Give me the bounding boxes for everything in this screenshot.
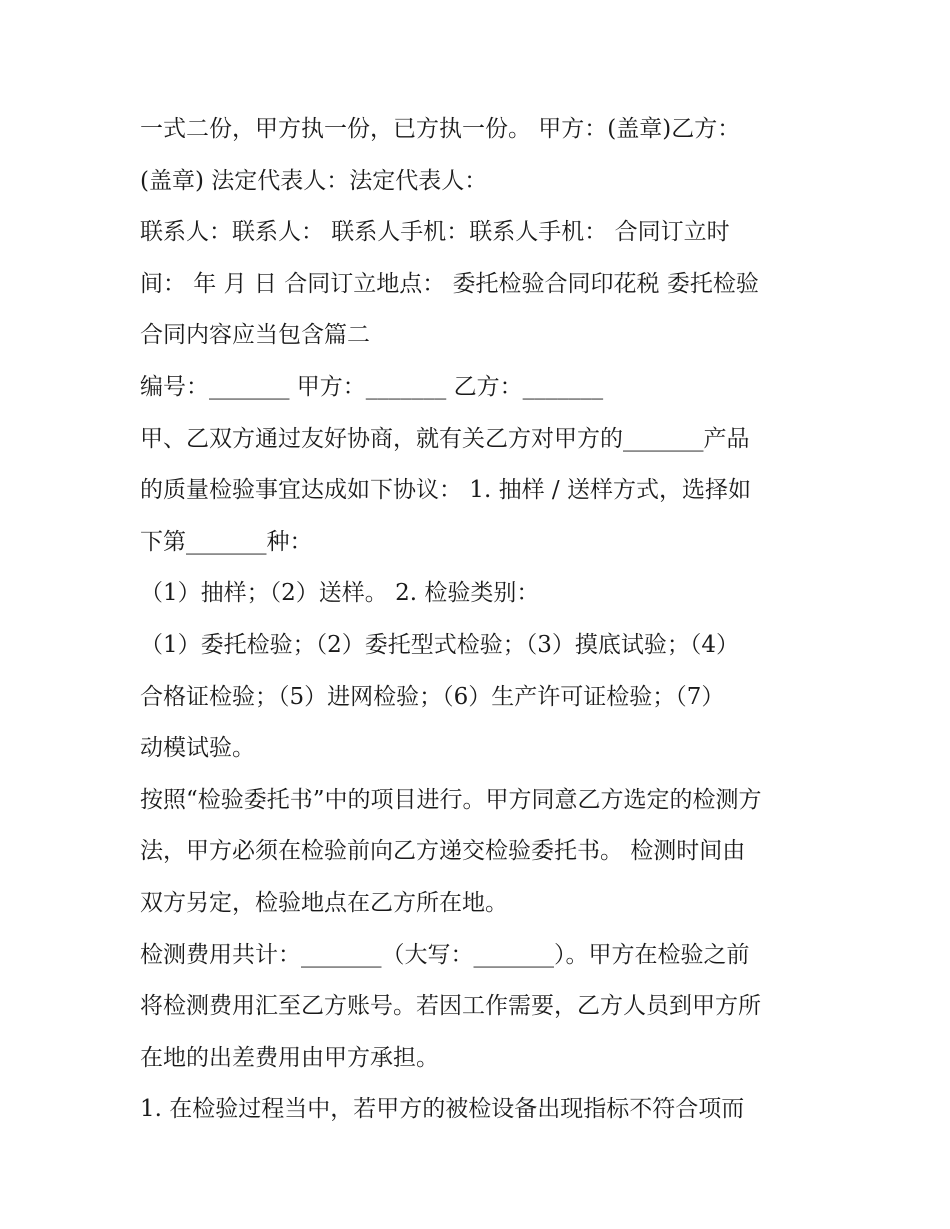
text-line-2: (盖章) 法定代表人：法定代表人： xyxy=(140,167,488,194)
text-line-1: 一式二份，甲方执一份，已方执一份。 甲方：(盖章)乙方： xyxy=(140,116,741,142)
text-line-5: 合同内容应当包含篇二 xyxy=(140,322,370,349)
text-line-8: 的质量检验事宜达成如下协议： 1. 抽样 / 送样方式，选择如 xyxy=(140,477,751,504)
text-line-17: 检测费用共计：_______（大写：_______）。甲方在检验之前 xyxy=(140,941,750,968)
contract-text xyxy=(140,104,820,1136)
text-line-9: 下第_______种： xyxy=(140,528,313,555)
text-line-7: 甲、乙双方通过友好协商，就有关乙方对甲方的_______产品 xyxy=(140,425,750,452)
text-line-14: 按照“检验委托书”中的项目进行。甲方同意乙方选定的检测方 xyxy=(140,786,762,813)
text-line-15: 法，甲方必须在检验前向乙方递交检验委托书。 检测时间由 xyxy=(140,838,746,865)
text-line-20: 1. 在检验过程当中，若甲方的被检设备出现指标不符合项而 xyxy=(140,1096,745,1123)
text-line-3: 联系人：联系人： 联系人手机：联系人手机： 合同订立时 xyxy=(140,219,730,246)
text-line-13: 动模试验。 xyxy=(140,735,255,762)
text-line-11: （1）委托检验；（2）委托型式检验；（3）摸底试验；（4） xyxy=(140,631,740,658)
text-line-6: 编号：_______ 甲方：_______ 乙方：_______ xyxy=(140,373,604,400)
text-line-19: 在地的出差费用由甲方承担。 xyxy=(140,1044,439,1071)
text-line-12: 合格证检验；（5）进网检验；（6）生产许可证检验；（7） xyxy=(140,683,725,710)
text-line-18: 将检测费用汇至乙方账号。若因工作需要，乙方人员到甲方所 xyxy=(140,993,761,1020)
text-line-16: 双方另定，检验地点在乙方所在地。 xyxy=(140,889,508,916)
text-line-4: 间： 年 月 日 合同订立地点： 委托检验合同印花税 委托检验 xyxy=(140,270,759,297)
text-line-10: （1）抽样；（2）送样。 2. 检验类别： xyxy=(140,580,540,607)
